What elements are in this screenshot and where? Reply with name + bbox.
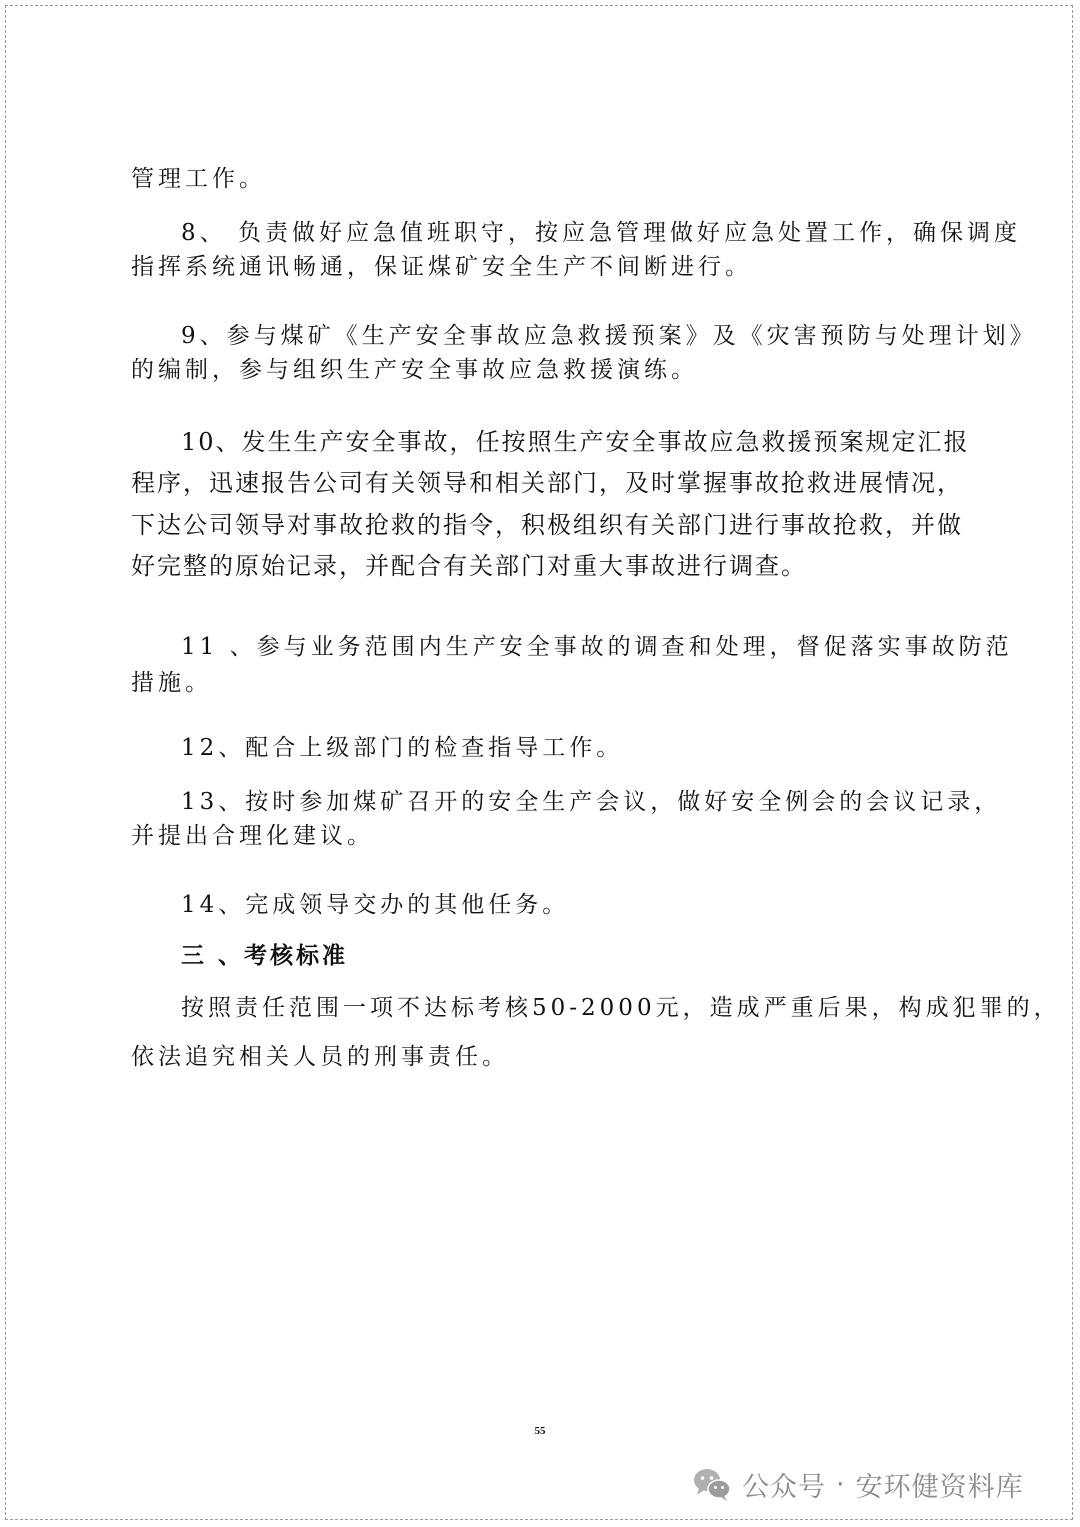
text-line: 10、发生生产安全事故，任按照生产安全事故应急救援预案规定汇报 (181, 428, 970, 456)
watermark-separator: · (836, 1468, 846, 1500)
text-line: 的编制，参与组织生产安全事故应急救援演练。 (131, 357, 698, 383)
text-line: 依法追究相关人员的刑事责任。 (131, 1044, 509, 1070)
section-heading: 三 、考核标准 (181, 942, 349, 969)
text-line: 13、按时参加煤矿召开的安全生产会议，做好安全例会的会议记录， (181, 789, 1002, 815)
text-line: 8、 负责做好应急值班职守，按应急管理做好应急处置工作，确保调度 (181, 220, 1021, 246)
text-line: 指挥系统通讯畅通，保证煤矿安全生产不间断进行。 (131, 254, 752, 280)
watermark (692, 1462, 1024, 1506)
watermark-label: 公众号 (742, 1471, 826, 1503)
text-line: 管理工作。 (131, 166, 266, 192)
watermark-account: 安环健资料库 (855, 1471, 1024, 1503)
text-line: 9、参与煤矿《生产安全事故应急救援预案》及《灾害预防与处理计划》 (181, 323, 1037, 349)
text-line: 11 、参与业务范围内生产安全事故的调查和处理，督促落实事故防范 (181, 634, 1013, 660)
text-line: 好完整的原始记录，并配合有关部门对重大事故进行调查。 (131, 552, 807, 580)
text-line: 并提出合理化建议。 (131, 823, 374, 849)
text-line: 下达公司领导对事故抢救的指令，积极组织有关部门进行事故抢救，并做 (131, 511, 963, 539)
text-line: 14、完成领导交办的其他任务。 (181, 892, 570, 918)
wechat-icon (692, 1466, 732, 1502)
page-number: 55 (534, 1425, 546, 1437)
text-line: 按照责任范围一项不达标考核50-2000元，造成严重后果，构成犯罪的， (181, 995, 1061, 1021)
text-line: 12、配合上级部门的检查指导工作。 (181, 735, 624, 761)
text-line: 措施。 (131, 670, 212, 696)
text-line: 程序，迅速报告公司有关领导和相关部门，及时掌握事故抢救进展情况， (131, 469, 963, 497)
